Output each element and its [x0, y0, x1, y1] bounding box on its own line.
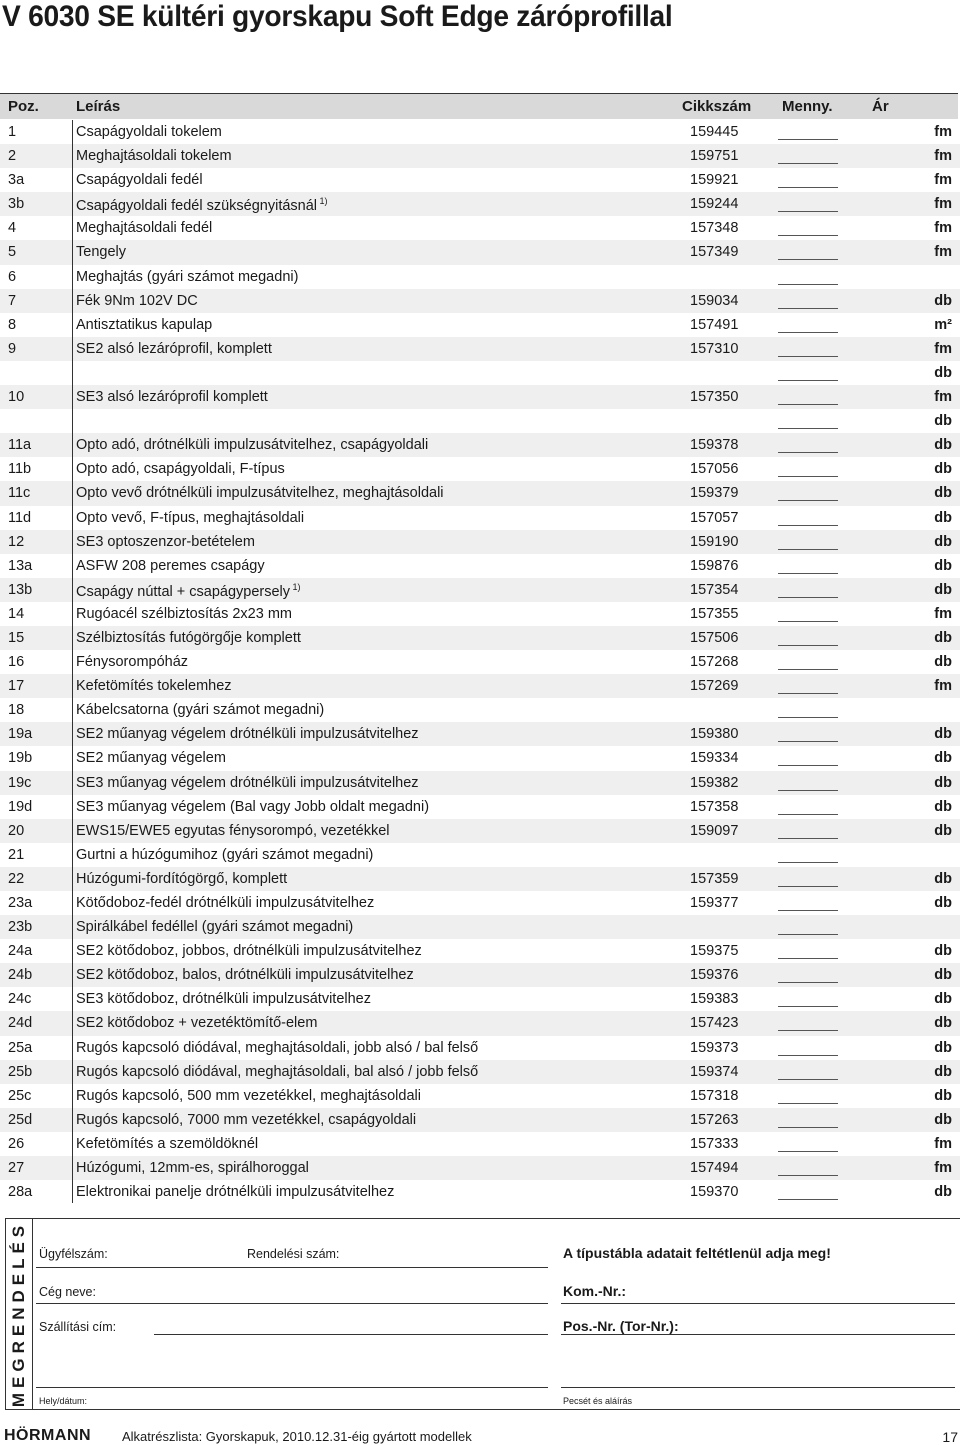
row-unit: db [934, 485, 952, 502]
row-unit: db [934, 629, 952, 646]
row-code: 157310 [690, 340, 739, 357]
row-code: 159380 [690, 726, 739, 743]
kom-field[interactable] [561, 1303, 955, 1304]
row-unit: fm [934, 148, 952, 165]
row-pos: 24a [8, 943, 33, 960]
row-qty-field[interactable] [778, 765, 838, 766]
row-code: 159034 [690, 292, 739, 309]
table-row [0, 578, 960, 602]
row-unit: db [934, 509, 952, 526]
row-code: 157494 [690, 1160, 739, 1177]
kom-label: Kom.-Nr.: [563, 1283, 626, 1299]
row-pos: 3b [8, 196, 25, 213]
table-row [0, 554, 960, 578]
row-pos: 20 [8, 822, 25, 839]
pos-label: Pos.-Nr. (Tor-Nr.): [563, 1318, 679, 1334]
row-code: 159374 [690, 1063, 739, 1080]
row-qty-field[interactable] [778, 500, 838, 501]
table-row [0, 337, 960, 361]
address-field[interactable] [154, 1334, 548, 1335]
page-number: 17 [942, 1429, 958, 1445]
row-qty-field[interactable] [778, 549, 838, 550]
row-qty-field[interactable] [778, 1006, 838, 1007]
row-qty-field[interactable] [778, 1030, 838, 1031]
row-pos: 19a [8, 726, 33, 743]
row-code: 157349 [690, 244, 739, 261]
table-row [0, 385, 960, 409]
row-desc: Tengely [76, 244, 126, 261]
row-desc: SE2 kötődoboz + vezetéktömítő-elem [76, 1015, 318, 1032]
row-code: 157423 [690, 1015, 739, 1032]
row-qty-field[interactable] [778, 693, 838, 694]
table-row [0, 313, 960, 337]
row-pos: 13b [8, 581, 33, 598]
row-pos: 3a [8, 172, 25, 189]
row-pos: 8 [8, 316, 17, 333]
row-pos: 25b [8, 1063, 33, 1080]
row-desc: Meghajtás (gyári számot megadni) [76, 268, 299, 285]
row-unit: db [934, 822, 952, 839]
row-code: 159370 [690, 1184, 739, 1201]
header-price: Ár [872, 98, 889, 115]
row-desc: Húzógumi-fordítógörgő, komplett [76, 870, 288, 887]
row-unit: fm [934, 196, 952, 213]
row-desc: Szélbiztosítás futógörgője komplett [76, 629, 301, 646]
row-qty-field[interactable] [778, 1199, 838, 1200]
row-code: 159751 [690, 148, 739, 165]
table-row [0, 891, 960, 915]
row-qty-field[interactable] [778, 525, 838, 526]
row-qty-field[interactable] [778, 1079, 838, 1080]
row-pos: 25a [8, 1039, 33, 1056]
row-pos: 24d [8, 1015, 33, 1032]
row-unit: db [934, 895, 952, 911]
footnote-marker: 1) [290, 581, 301, 592]
row-qty-field[interactable] [778, 910, 838, 911]
row-qty-field[interactable] [778, 934, 838, 935]
row-qty-field[interactable] [778, 404, 838, 405]
row-pos: 25c [8, 1087, 32, 1104]
parts-table [0, 120, 960, 1204]
row-qty-field[interactable] [778, 645, 838, 646]
row-desc: Rugós kapcsoló diódával, meghajtásoldali, jobb alsó / bal felső [76, 1039, 479, 1056]
row-pos: 27 [8, 1160, 25, 1177]
row-pos: 28a [8, 1184, 33, 1201]
row-desc: SE3 műanyag végelem (Bal vagy Jobb oldalt megadni) [76, 798, 430, 815]
row-qty-field[interactable] [778, 1127, 838, 1128]
place-date-field[interactable] [36, 1387, 548, 1388]
row-unit: db [934, 967, 952, 984]
plate-note: A típustábla adatait feltétlenül adja meg! [563, 1245, 831, 1261]
row-desc: Húzógumi, 12mm-es, spirálhoroggal [76, 1160, 309, 1177]
row-unit: db [934, 292, 952, 309]
order-no-label: Rendelési szám: [247, 1247, 340, 1261]
table-row [0, 506, 960, 530]
row-desc: Kefetömítés a szemöldöknél [76, 1135, 259, 1152]
row-qty-field[interactable] [778, 356, 838, 357]
row-pos: 15 [8, 629, 25, 646]
row-qty-field[interactable] [778, 838, 838, 839]
row-qty-field[interactable] [778, 163, 838, 164]
row-pos: 2 [8, 148, 17, 165]
row-qty-field[interactable] [778, 259, 838, 260]
row-desc: Elektronikai panelje drótnélküli impulzusátvitelhez [76, 1184, 395, 1201]
table-row [0, 240, 960, 264]
row-pos: 1 [8, 124, 17, 140]
row-pos: 5 [8, 244, 17, 261]
row-desc: Rugóacél szélbiztosítás 2x23 mm [76, 605, 292, 622]
row-desc: SE2 műanyag végelem [76, 750, 226, 767]
row-code: 159383 [690, 991, 739, 1008]
row-code: 159382 [690, 774, 739, 791]
row-pos: 25d [8, 1111, 33, 1128]
table-row [0, 771, 960, 795]
row-code: 157263 [690, 1111, 739, 1128]
row-pos: 22 [8, 870, 25, 887]
table-row [0, 409, 960, 433]
row-code: 159876 [690, 557, 739, 574]
row-desc: Opto adó, drótnélküli impulzusátvitelhez, csapágyoldali [76, 437, 429, 454]
row-qty-field[interactable] [778, 1175, 838, 1176]
row-unit: db [934, 798, 952, 815]
row-code: 159378 [690, 437, 739, 454]
row-unit: fm [934, 389, 952, 406]
row-unit: db [934, 413, 952, 430]
row-pos: 4 [8, 220, 17, 237]
table-row [0, 192, 960, 216]
row-qty-field[interactable] [778, 958, 838, 959]
row-desc: Rugós kapcsoló diódával, meghajtásoldali, bal alsó / jobb felső [76, 1063, 479, 1080]
table-row [0, 1036, 960, 1060]
row-unit: fm [934, 1135, 952, 1152]
pos-field[interactable] [561, 1334, 955, 1335]
row-desc: SE3 műanyag végelem drótnélküli impulzusátvitelhez [76, 774, 419, 791]
company-field[interactable] [36, 1303, 548, 1304]
company-label: Cég neve: [39, 1285, 96, 1299]
table-row [0, 1156, 960, 1180]
row-qty-field[interactable] [778, 332, 838, 333]
row-code: 159373 [690, 1039, 739, 1056]
row-desc: Kábelcsatorna (gyári számot megadni) [76, 702, 325, 719]
row-qty-field[interactable] [778, 717, 838, 718]
row-code: 157355 [690, 605, 739, 622]
row-unit: db [934, 364, 952, 381]
row-code: 157491 [690, 316, 739, 333]
row-code: 159190 [690, 533, 739, 550]
row-desc: Csapágyoldali fedél [76, 172, 203, 189]
row-desc: Kefetömítés tokelemhez [76, 678, 232, 695]
table-row [0, 915, 960, 939]
row-desc: SE3 kötődoboz, drótnélküli impulzusátvitelhez [76, 991, 371, 1008]
header-desc: Leírás [76, 98, 121, 115]
row-pos: 23a [8, 895, 33, 911]
row-code: 159377 [690, 895, 739, 911]
table-row [0, 144, 960, 168]
table-row [0, 1060, 960, 1084]
table-row [0, 1180, 960, 1204]
row-qty-field[interactable] [778, 573, 838, 574]
table-row [0, 867, 960, 891]
row-unit: fm [934, 244, 952, 261]
row-pos: 10 [8, 389, 25, 406]
row-unit: db [934, 1184, 952, 1201]
row-unit: fm [934, 220, 952, 237]
row-code: 159375 [690, 943, 739, 960]
row-pos: 24c [8, 991, 32, 1008]
row-unit: fm [934, 1160, 952, 1177]
row-pos: 11c [8, 485, 31, 502]
table-row [0, 265, 960, 289]
row-qty-field[interactable] [778, 139, 838, 140]
table-row [0, 1108, 960, 1132]
row-qty-field[interactable] [778, 476, 838, 477]
row-code: 157358 [690, 798, 739, 815]
row-desc: Csapágyoldali fedél szükségnyitásnál $^{1)}$ [76, 196, 328, 215]
row-unit: db [934, 1063, 952, 1080]
table-row [0, 698, 960, 722]
row-code: 159097 [690, 822, 739, 839]
row-desc: SE2 műanyag végelem drótnélküli impulzusátvitelhez [76, 726, 419, 743]
row-desc: Opto vevő, F-típus, meghajtásoldali [76, 509, 305, 526]
row-qty-field[interactable] [778, 982, 838, 983]
customer-no-field[interactable] [36, 1267, 548, 1268]
table-row [0, 987, 960, 1011]
row-desc: Fénysorompóház [76, 654, 189, 671]
order-form [5, 1218, 960, 1410]
hormann-logo: HÖRMANN [4, 1427, 92, 1444]
row-unit: fm [934, 124, 952, 140]
row-unit: db [934, 461, 952, 478]
row-qty-field[interactable] [778, 862, 838, 863]
row-desc: Gurtni a húzógumihoz (gyári számot megadni) [76, 846, 374, 863]
table-row [0, 1011, 960, 1035]
row-unit: fm [934, 172, 952, 189]
row-unit: db [934, 774, 952, 791]
order-label-box [6, 1219, 33, 1409]
row-unit: db [934, 1015, 952, 1032]
row-desc: EWS15/EWE5 egyutas fénysorompó, vezetékkel [76, 822, 390, 839]
row-qty-field[interactable] [778, 1151, 838, 1152]
row-pos: 17 [8, 678, 25, 695]
row-pos: 14 [8, 605, 25, 622]
row-code: 157348 [690, 220, 739, 237]
table-row [0, 722, 960, 746]
row-desc: SE2 alsó lezáróprofil, komplett [76, 340, 272, 357]
table-row [0, 216, 960, 240]
row-code: 157359 [690, 870, 739, 887]
row-qty-field[interactable] [778, 284, 838, 285]
row-code: 159244 [690, 196, 739, 213]
table-row [0, 457, 960, 481]
row-unit: db [934, 533, 952, 550]
table-row [0, 361, 960, 385]
table-row [0, 626, 960, 650]
customer-no-label: Ügyfélszám: [39, 1247, 108, 1261]
row-qty-field[interactable] [778, 428, 838, 429]
table-row [0, 433, 960, 457]
row-pos: 9 [8, 340, 17, 357]
row-unit: fm [934, 340, 952, 357]
row-unit: db [934, 557, 952, 574]
row-pos: 19d [8, 798, 33, 815]
row-qty-field[interactable] [778, 597, 838, 598]
row-qty-field[interactable] [778, 308, 838, 309]
place-date-label: Hely/dátum: [39, 1396, 88, 1406]
row-unit: fm [934, 605, 952, 622]
table-row [0, 843, 960, 867]
row-code: 157318 [690, 1087, 739, 1104]
header-code: Cikkszám [682, 98, 752, 115]
row-qty-field[interactable] [778, 452, 838, 453]
row-unit: db [934, 943, 952, 960]
row-unit: db [934, 1087, 952, 1104]
row-desc: Rugós kapcsoló, 500 mm vezetékkel, meghajtásoldali [76, 1087, 421, 1104]
header-pos: Poz. [8, 98, 39, 115]
row-unit: db [934, 726, 952, 743]
header-qty: Menny. [782, 98, 833, 115]
table-row [0, 602, 960, 626]
row-qty-field[interactable] [778, 790, 838, 791]
row-code: 159379 [690, 485, 739, 502]
order-label: MEGRENDELÉS [9, 1220, 28, 1408]
row-desc: Spirálkábel fedéllel (gyári számot megadni) [76, 919, 354, 936]
row-desc: Kötődoboz-fedél drótnélküli impulzusátvitelhez [76, 895, 375, 911]
row-pos: 19b [8, 750, 33, 767]
row-desc: SE3 alsó lezáróprofil komplett [76, 389, 268, 406]
footnote-marker: 1) [317, 196, 328, 207]
row-code: 157268 [690, 654, 739, 671]
row-code: 157269 [690, 678, 739, 695]
row-unit: db [934, 581, 952, 598]
table-header [0, 93, 958, 119]
column-divider [72, 120, 73, 1203]
row-pos: 7 [8, 292, 17, 309]
row-desc: Meghajtásoldali fedél [76, 220, 213, 237]
row-code: 157350 [690, 389, 739, 406]
row-desc: Rugós kapcsoló, 7000 mm vezetékkel, csapágyoldali [76, 1111, 417, 1128]
row-desc: Fék 9Nm 102V DC [76, 292, 198, 309]
row-qty-field[interactable] [778, 380, 838, 381]
row-pos: 11a [8, 437, 32, 454]
stamp-field[interactable] [561, 1387, 955, 1388]
row-qty-field[interactable] [778, 1055, 838, 1056]
row-unit: db [934, 991, 952, 1008]
page-footer [0, 1425, 960, 1445]
row-desc: Meghajtásoldali tokelem [76, 148, 232, 165]
row-qty-field[interactable] [778, 741, 838, 742]
stamp-label: Pecsét és aláírás [563, 1396, 633, 1406]
row-pos: 21 [8, 846, 25, 863]
row-desc: Csapágyoldali tokelem [76, 124, 222, 140]
row-desc: Opto adó, csapágyoldali, F-típus [76, 461, 285, 478]
row-unit: fm [934, 678, 952, 695]
row-desc: SE3 optoszenzor-betételem [76, 533, 255, 550]
row-pos: 16 [8, 654, 25, 671]
table-row [0, 746, 960, 770]
row-qty-field[interactable] [778, 1103, 838, 1104]
page-title: V 6030 SE kültéri gyorskapu Soft Edge záróprofillal [2, 0, 673, 33]
row-pos: 6 [8, 268, 17, 285]
row-pos: 12 [8, 533, 25, 550]
row-desc: Opto vevő drótnélküli impulzusátvitelhez, meghajtásoldali [76, 485, 444, 502]
row-pos: 13a [8, 557, 33, 574]
table-row [0, 289, 960, 313]
row-code: 159445 [690, 124, 739, 140]
row-qty-field[interactable] [778, 669, 838, 670]
row-unit: db [934, 1111, 952, 1128]
row-qty-field[interactable] [778, 886, 838, 887]
row-qty-field[interactable] [778, 621, 838, 622]
table-row [0, 1084, 960, 1108]
row-qty-field[interactable] [778, 187, 838, 188]
table-row [0, 120, 960, 144]
table-row [0, 530, 960, 554]
row-pos: 18 [8, 702, 25, 719]
table-row [0, 481, 960, 505]
row-pos: 19c [8, 774, 32, 791]
row-pos: 11d [8, 509, 32, 526]
table-row [0, 1132, 960, 1156]
table-row [0, 819, 960, 843]
row-code: 157354 [690, 581, 739, 598]
row-pos: 23b [8, 919, 33, 936]
row-unit: m² [934, 316, 952, 333]
row-unit: db [934, 654, 952, 671]
row-unit: db [934, 437, 952, 454]
row-qty-field[interactable] [778, 235, 838, 236]
table-row [0, 674, 960, 698]
row-qty-field[interactable] [778, 814, 838, 815]
row-pos: 26 [8, 1135, 25, 1152]
row-unit: db [934, 870, 952, 887]
row-desc: Antisztatikus kapulap [76, 316, 213, 333]
footer-text: Alkatrészlista: Gyorskapuk, 2010.12.31-éig gyártott modellek [122, 1429, 472, 1444]
table-row [0, 963, 960, 987]
address-label: Szállítási cím: [39, 1320, 117, 1334]
row-desc: SE2 kötődoboz, balos, drótnélküli impulzusátvitelhez [76, 967, 414, 984]
row-desc: SE2 kötődoboz, jobbos, drótnélküli impulzusátvitelhez [76, 943, 422, 960]
row-pos: 11b [8, 461, 32, 478]
row-code: 157056 [690, 461, 739, 478]
row-code: 157506 [690, 629, 739, 646]
table-row [0, 650, 960, 674]
row-code: 157333 [690, 1135, 739, 1152]
row-unit: db [934, 750, 952, 767]
row-code: 157057 [690, 509, 739, 526]
row-unit: db [934, 1039, 952, 1056]
row-code: 159376 [690, 967, 739, 984]
row-qty-field[interactable] [778, 211, 838, 212]
table-row [0, 939, 960, 963]
row-pos: 24b [8, 967, 33, 984]
table-row [0, 168, 960, 192]
row-desc: ASFW 208 peremes csapágy [76, 557, 265, 574]
row-code: 159334 [690, 750, 739, 767]
row-code: 159921 [690, 172, 739, 189]
table-row [0, 795, 960, 819]
row-desc: Csapágy núttal + csapágypersely $^{1)}$ [76, 581, 301, 600]
